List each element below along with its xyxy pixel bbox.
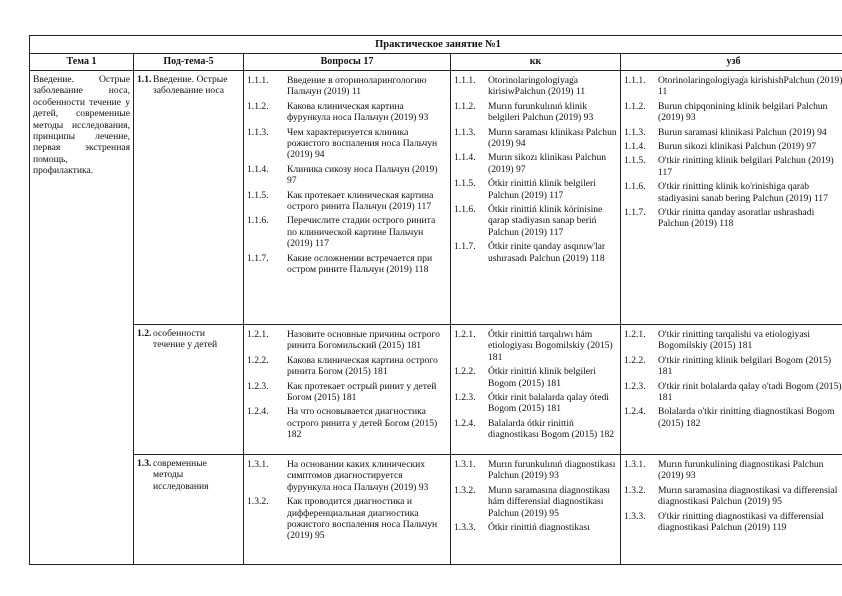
list-item: 1.2.2. O'tkir rinitting klinik belgilari Bogom (2015) 181 [624,354,832,378]
subtopic-text: особенности течение у детей [153,328,218,351]
list-item: 1.2.4. Bolalarda o'tkir rinitting diagnostikasi Bogom (2015) 182 [624,406,835,429]
list-item: 1.1.1. Otorinolaringologiyag̓a kirisiwPalchun (2019) 11 [454,75,586,98]
list-item: 1.1.1. Otorinolaringologiyag̓a kirishishPalchun (2019) 11 [624,75,842,98]
list-item: 1.1.4. Клиника сикозу носа Пальчун (2019) 97 [247,163,438,187]
list-item: 1.1.4. Murın sikozı klinikası Palchun (2019) 97 [454,152,607,175]
list-item: 1.2.2. Какова клиническая картина острого ринита Богом (2015) 181 [247,354,438,378]
list-item: 1.1.7. Какие осложнении встречается при остром рините Пальчун (2019) 118 [247,252,433,276]
questions-cell [244,455,451,565]
header-subtopic: Под-тема-5 [134,54,244,71]
list-item: 1.1.7. Ótkir rinite qanday asqınıw'lar ushırasadı Palchun (2019) 118 [454,241,606,264]
list-item: 1.3.1. Murın furunkulınıń diagnostikası Palchun (2019) 93 [454,459,616,482]
subtopic-cell [134,455,244,565]
topic-cell: Введение. Острые заболевание носа, особенности течение у детей, современные методы исследования, принципы лечение, первая экстренная помощь, профилактика. [30,71,134,565]
list-item: 1.1.5. Ótkir rinittiń klinik belgileri Palchun (2019) 117 [454,178,596,201]
list-item: 1.2.1. Ótkir rinittiń tarqalıwı hám etiologiyası Bogomilskiy (2015) 181 [454,329,613,363]
list-item: 1.3.1. Murın furunkulining diagnostikasi Palchun (2019) 93 [624,459,824,482]
table-row [30,455,842,565]
list-item: 1.3.2. Murın saramasına diagnostikası hám differensial diagnostikası Palchun (2019) 95 [454,484,611,519]
uz-cell [621,71,842,325]
header-kk: кк [451,54,621,71]
questions-cell [244,325,451,455]
subtopic-text: современные методы исследования [153,458,209,492]
table-row [30,325,842,455]
list-item: 1.2.3. Как протекает острый ринит у детей Богом (2015) 181 [247,380,437,404]
kk-cell [451,455,621,565]
header-uz: узб [621,54,842,71]
subtopic-number: 1.1. [137,74,152,85]
list-item: 1.2.4. Balalarda ótkir rinittiń diagnostikası Bogom (2015) 182 [454,417,615,441]
subtopic-number: 1.3. [137,458,152,469]
list-item: 1.1.1. Введение в оториноларингологию Пальчун (2019) 11 [247,75,427,98]
list-item: 1.3.2. Как проводится диагностика и дифференциальная диагностика рожистого воспаления носа Пальчун (2019) 95 [247,496,438,542]
list-item: 1.1.6. O'tkir rinitting klinik ko'rinishiga qarab stadiyasini sanab bering Palchun (2019) 117 [624,181,828,204]
lesson-plan-table [29,35,842,565]
list-item: 1.2.3. Ótkir rinit balalarda qalay ótedi Bogom (2015) 181 [454,392,609,415]
subtopic-cell [134,71,244,325]
questions-cell [244,71,451,325]
list-item: 1.3.2. Murın saramasina diagnostikasi va differensial diagnostikasi Palchun (2019) 95 [624,484,838,508]
list-item: 1.1.6. Перечислите стадии острого ринита по клинической картине Пальчун (2019) 117 [247,215,436,250]
list-item: 1.1.5. Как протекает клиническая картина острого ринита Пальчун (2019) 117 [247,189,434,213]
list-item: 1.1.2. Burun chipqonining klinik belgilari Palchun (2019) 93 [624,100,828,124]
list-item: 1.1.2. Какова клиническая картина фурункула носа Пальчун (2019) 93 [247,100,429,124]
list-item: 1.2.3. O'tkir rinit bolalarda qalay o'tadi Bogom (2015) 181 [624,380,842,404]
header-questions: Вопросы 17 [244,54,451,71]
list-item: 1.2.2. Ótkir rinittiń klinik belgileri Bogom (2015) 181 [454,366,596,389]
subtopic-cell [134,325,244,455]
table-title: Практическое занятие №1 [30,36,842,54]
subtopic-text: Введение. Острые заболевание носа [153,74,228,97]
list-item: 1.2.4. На что основывается диагностика острого ринита у детей Богом (2015) 182 [247,406,438,441]
header-topic: Тема 1 [30,54,134,71]
uz-cell [621,325,842,455]
list-item: 1.1.3. Murın saraması klinikası Palchun (2019) 94 [454,126,617,150]
uz-cell [621,455,842,565]
list-item: 1.2.1. O'tkir rinitting tarqalishi va etiologiyasi Bogomilskiy (2015) 181 [624,329,811,352]
list-item: 1.3.1. На основании каких клинических симптомов диагностируется фурункула носа Пальчун (2019) 93 [247,459,429,493]
list-item: 1.1.3. Чем характеризуется клиника рожистого воспаления носа Пальчун (2019) 94 [247,126,438,161]
list-item: 1.1.3. Burun saramasi klinikasi Palchun (2019) 94 [624,126,827,138]
subtopic-number: 1.2. [137,328,152,339]
list-item: 1.1.2. Murın furunkulınıń klinik belgileri Palchun (2019) 93 [454,100,594,124]
list-item: 1.1.7. O'tkir rinitta qanday asoratlar ushrashadi Palchun (2019) 118 [624,207,815,230]
list-item: 1.1.6. Ótkir rinittiń klinik kórinisine qarap stadiyasın sanap beriń Palchun (2019) 117 [454,204,603,238]
kk-cell [451,71,621,325]
kk-cell [451,325,621,455]
list-item: 1.1.5. O'tkir rinitting klinik belgilari Palchun (2019) 117 [624,155,834,178]
list-item: 1.3.3. O'tkir rinitting diagnostikasi va differensial diagnostikasi Palchun (2019) 119 [624,510,824,534]
list-item: 1.2.1. Назовите основные причины острого ринита Богомильский (2015) 181 [247,329,440,352]
list-item: 1.3.3. Ótkir rinittiń diagnostikası [454,522,590,534]
table-row [30,71,842,325]
list-item: 1.1.4. Burun sikozi klinikasi Palchun (2019) 97 [624,141,817,153]
